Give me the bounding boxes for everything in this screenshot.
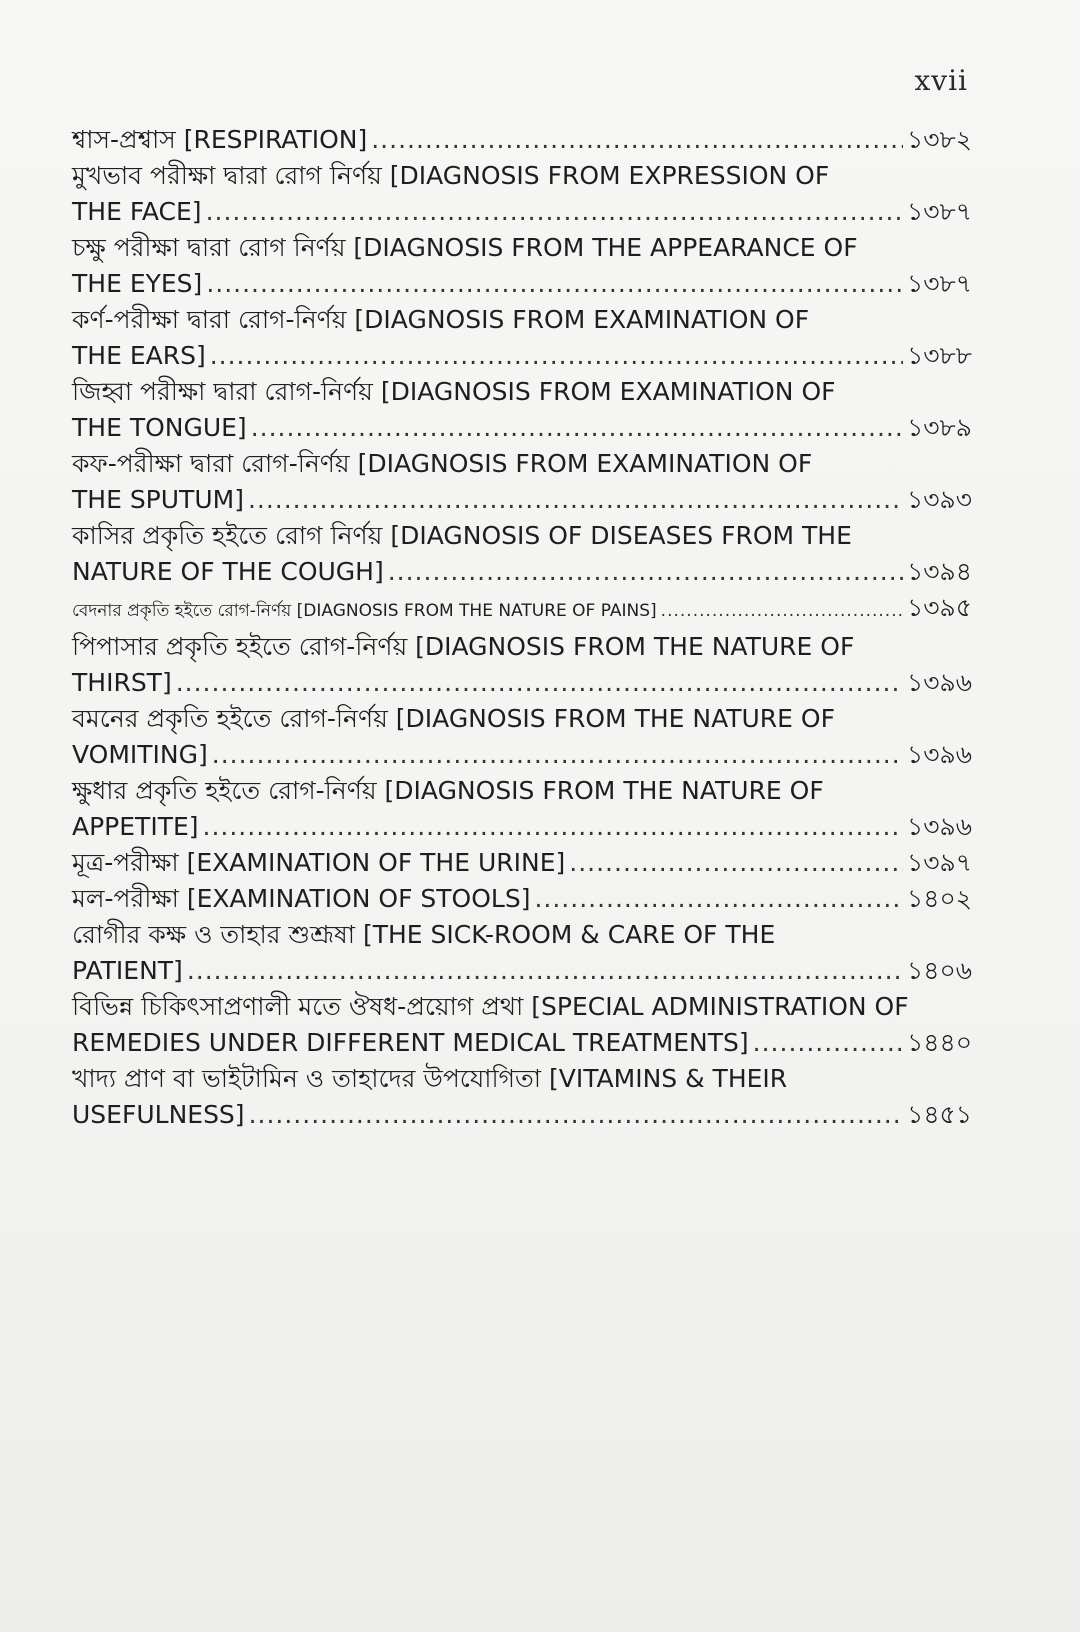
toc-entry: [72, 158, 972, 230]
toc-entry: [72, 1061, 972, 1133]
toc-entry-title-line: রোগীর কক্ষ ও তাহার শুশ্রূষা [THE SICK-ROOM & CARE OF THE: [72, 920, 776, 949]
leader-dots: [203, 809, 904, 845]
leader-dots: [534, 881, 903, 917]
toc-entry: [72, 590, 972, 629]
toc-entry-page-number: ১৩৯৬: [907, 740, 972, 769]
toc-entry-last-line: [72, 881, 972, 917]
toc-entry-title: THIRST]: [72, 668, 172, 697]
leader-dots: [249, 1097, 904, 1133]
toc-entry-title: THE TONGUE]: [72, 413, 247, 442]
toc-entry-title-line: খাদ্য প্রাণ বা ভাইটামিন ও তাহাদের উপযোগিতা [VITAMINS & THEIR: [72, 1064, 788, 1093]
toc-entry-page-number: ১৩৮৭: [907, 269, 972, 298]
toc-entry-page-number: ১৩৮৯: [907, 413, 972, 442]
leader-dots: [206, 266, 903, 302]
toc-entry-last-line: [72, 194, 972, 230]
toc-entry: [72, 374, 972, 446]
toc-entry-title: USEFULNESS]: [72, 1100, 245, 1129]
toc-entry-last-line: [72, 338, 972, 374]
toc-entry-title-line: চক্ষু পরীক্ষা দ্বারা রোগ নির্ণয় [DIAGNOSIS FROM THE APPEARANCE OF: [72, 233, 858, 262]
leader-dots: [210, 338, 903, 374]
toc-entry-title-line: পিপাসার প্রকৃতি হইতে রোগ-নির্ণয় [DIAGNOSIS FROM THE NATURE OF: [72, 632, 855, 661]
leader-dots: [206, 194, 903, 230]
toc-entry: [72, 989, 972, 1061]
toc-entry-last-line: [72, 665, 972, 701]
leader-dots: [176, 665, 903, 701]
toc-entry-page-number: ১৪০৬: [907, 956, 972, 985]
toc-entry-title: শ্বাস-প্রশ্বাস [RESPIRATION]: [72, 125, 368, 154]
toc-entry: [72, 518, 972, 590]
toc-entry-page-number: ১৪৪০: [907, 1028, 972, 1057]
toc-entry-last-line: [72, 953, 972, 989]
toc-entry-title: VOMITING]: [72, 740, 208, 769]
toc-entry-title: মল-পরীক্ষা [EXAMINATION OF STOOLS]: [72, 884, 531, 913]
toc-entry: [72, 845, 972, 881]
toc-entry-page-number: ১৩৮২: [907, 125, 972, 154]
toc-entry-last-line: [72, 482, 972, 518]
toc-entry-title-line: কফ-পরীক্ষা দ্বারা রোগ-নির্ণয় [DIAGNOSIS FROM EXAMINATION OF: [72, 449, 813, 478]
toc-entry-title-line: কর্ণ-পরীক্ষা দ্বারা রোগ-নির্ণয় [DIAGNOSIS FROM EXAMINATION OF: [72, 305, 810, 334]
toc-entry-last-line: [72, 590, 972, 629]
toc-entry: [72, 881, 972, 917]
toc-entry-last-line: [72, 122, 972, 158]
page-number: xvii: [914, 64, 968, 97]
toc-entry-title-line: ক্ষুধার প্রকৃতি হইতে রোগ-নির্ণয় [DIAGNOSIS FROM THE NATURE OF: [72, 776, 824, 805]
toc-entry-title: মূত্র-পরীক্ষা [EXAMINATION OF THE URINE]: [72, 848, 566, 877]
leader-dots: [212, 737, 903, 773]
leader-dots: [753, 1025, 903, 1061]
toc-entry-title: APPETITE]: [72, 812, 199, 841]
toc-entry: [72, 701, 972, 773]
toc-entry-page-number: ১৪০২: [907, 884, 972, 913]
toc-entry-page-number: ১৩৯৬: [907, 812, 972, 841]
toc-entry-title: REMEDIES UNDER DIFFERENT MEDICAL TREATMENTS]: [72, 1028, 749, 1057]
toc-entry-page-number: ১৩৯৭: [907, 848, 972, 877]
toc-entry-last-line: [72, 1025, 972, 1061]
toc-entry-title: THE EARS]: [72, 341, 206, 370]
toc-entry-title-line: বিভিন্ন চিকিৎসাপ্রণালী মতে ঔষধ-প্রয়োগ প্রথা [SPECIAL ADMINISTRATION OF: [72, 992, 909, 1021]
toc-entry: [72, 773, 972, 845]
leader-dots: [661, 593, 903, 629]
toc-entry-last-line: [72, 845, 972, 881]
toc-entry: [72, 230, 972, 302]
toc-entry-last-line: [72, 737, 972, 773]
toc-entry: [72, 917, 972, 989]
leader-dots: [569, 845, 903, 881]
toc-entry-last-line: [72, 554, 972, 590]
toc-entry-title: THE EYES]: [72, 269, 203, 298]
toc-entry-last-line: [72, 266, 972, 302]
toc-entry-title: THE SPUTUM]: [72, 485, 244, 514]
toc-entry-title: বেদনার প্রকৃতি হইতে রোগ-নির্ণয় [DIAGNOSIS FROM THE NATURE OF PAINS]: [72, 601, 657, 621]
toc-entry: [72, 629, 972, 701]
toc-entry-title-line: বমনের প্রকৃতি হইতে রোগ-নির্ণয় [DIAGNOSIS FROM THE NATURE OF: [72, 704, 835, 733]
toc-entry-page-number: ১৪৫১: [907, 1100, 972, 1129]
leader-dots: [187, 953, 903, 989]
toc-entry-page-number: ১৩৯৬: [907, 668, 972, 697]
toc-entry-title: NATURE OF THE COUGH]: [72, 557, 384, 586]
toc-entry-title-line: কাসির প্রকৃতি হইতে রোগ নির্ণয় [DIAGNOSIS OF DISEASES FROM THE: [72, 521, 852, 550]
leader-dots: [248, 482, 903, 518]
toc-entry-page-number: ১৩৮৭: [907, 197, 972, 226]
toc-entry-page-number: ১৩৯৩: [907, 485, 972, 514]
leader-dots: [388, 554, 903, 590]
toc-entry-last-line: [72, 809, 972, 845]
toc-entry-title-line: মুখভাব পরীক্ষা দ্বারা রোগ নির্ণয় [DIAGNOSIS FROM EXPRESSION OF: [72, 161, 830, 190]
table-of-contents: [72, 122, 972, 1133]
toc-entry-title: THE FACE]: [72, 197, 202, 226]
toc-entry-title-line: জিহ্বা পরীক্ষা দ্বারা রোগ-নির্ণয় [DIAGNOSIS FROM EXAMINATION OF: [72, 377, 836, 406]
toc-entry: [72, 446, 972, 518]
toc-entry-page-number: ১৩৮৮: [907, 341, 972, 370]
toc-entry-title: PATIENT]: [72, 956, 183, 985]
toc-entry-page-number: ১৩৯৪: [907, 557, 972, 586]
toc-entry-last-line: [72, 410, 972, 446]
leader-dots: [371, 122, 903, 158]
toc-entry-page-number: ১৩৯৫: [907, 593, 972, 622]
toc-entry: [72, 122, 972, 158]
leader-dots: [251, 410, 903, 446]
toc-entry: [72, 302, 972, 374]
toc-entry-last-line: [72, 1097, 972, 1133]
